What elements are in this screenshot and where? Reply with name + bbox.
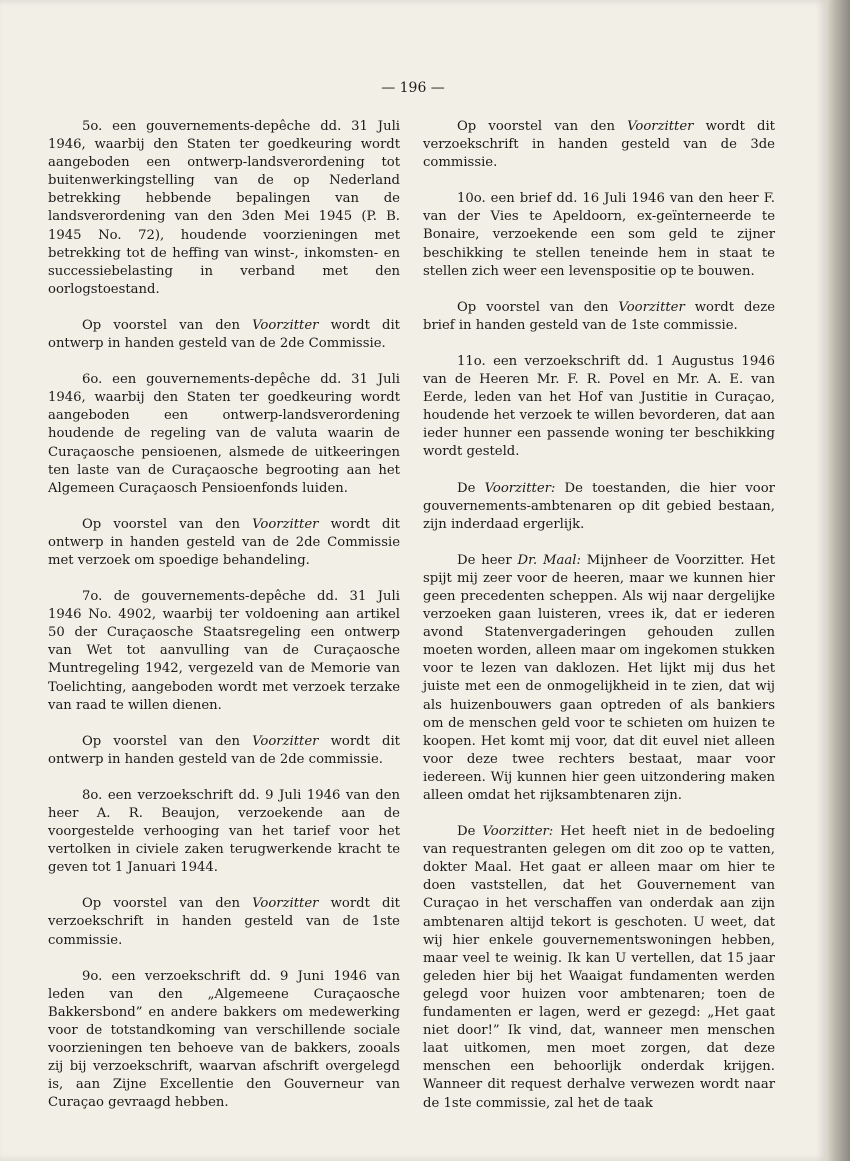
paragraph: De Voorzitter: De toestanden, die hier voor gouvernements-ambtenaren op dit gebied bestaan, zijn inderdaad ergerlijk. — [423, 480, 775, 532]
page-number: — 196 — — [381, 80, 445, 96]
paragraph: 6o. een gouvernements-depêche dd. 31 Juli 1946, waarbij den Staten ter goedkeuring wordt aangeboden een ontwerp-landsverordening houdende de regeling van de valuta waarin de Curaçaosche pensioenen, alsmede de uitkeeringen ten laste van de Curaçaosche begrooting aan het Algemeen Curaçaosch Pensioenfonds luiden. — [48, 372, 400, 496]
paragraph: Op voorstel van den Voorzitter wordt dit ontwerp in handen gesteld van de 2de Commissie. — [48, 317, 400, 352]
paragraph: 10o. een brief dd. 16 Juli 1946 van den heer F. van der Vies te Apeldoorn, ex-geïnterneerde te Bonaire, verzoekende een som geld te zijner beschikking te stellen teneinde hem in staat te stellen zich weer een levenspositie op te bouwen. — [423, 191, 775, 279]
paragraph: De heer Dr. Maal: Mijnheer de Voorzitter. Het spijt mij zeer voor de heeren, maar we kunnen hier geen precedenten scheppen. Als wij naar dergelijke verzoeken gaan luisteren, vrees ik, dat er iederen avond Statenvergaderingen gehouden zullen moeten worden, alleen maar om ingekomen stukken voor te lezen van daklozen. Het lijkt mij dus het juiste met een de onmogelijkheid in te zien, dat wij als huizenbouwers gaan optreden of als bankiers om de menschen geld voor te schieten om huizen te koopen. Het komt mij voor, dat dit euvel niet alleen voor deze twee rechters bestaat, maar voor iedereen. Wij kunnen hier geen uitzondering maken alleen omdat het rijksambtenaren zijn. — [423, 552, 776, 803]
paragraph: 8o. een verzoekschrift dd. 9 Juli 1946 van den heer A. R. Beaujon, verzoekende aan de voorgestelde verhooging van het tarief voor het vertolken in civiele zaken terugwerkende kracht te geven tot 1 Januari 1944. — [48, 787, 400, 876]
paragraph: Op voorstel van den Voorzitter wordt deze brief in handen gesteld van de 1ste commissie. — [423, 299, 775, 333]
paragraph: Op voorstel van den Voorzitter wordt dit verzoekschrift in handen gesteld van de 1ste commissie. — [48, 896, 400, 948]
page-edge-shadow — [826, 0, 850, 1161]
right-column — [423, 118, 775, 1131]
paragraph: 7o. de gouvernements-depêche dd. 31 Juli 1946 No. 4902, waarbij ter voldoening aan artikel 50 der Curaçaosche Staatsregeling een ontwerp van Wet tot aanvulling van de Curaçaosche Muntregeling 1942, vergezeld van de Memorie van Toelichting, aangeboden wordt met verzoek terzake van raad te willen dienen. — [48, 589, 400, 713]
paragraph: 5o. een gouvernements-depêche dd. 31 Juli 1946, waarbij den Staten ter goedkeuring wordt aangeboden een ontwerp-landsverordening tot buitenwerkingstelling van de op Nederland betrekking hebbende bepalingen van de landsverordening van den 3den Mei 1945 (P. B. 1945 No. 72), houdende voorzieningen met betrekking tot de heffing van winst-, inkomsten- en successiebelasting in verband met den oorlogstoestand. — [48, 119, 400, 297]
paragraph: De Voorzitter: Het heeft niet in de bedoeling van requestranten gelegen om dit zoo op te vatten, dokter Maal. Het gaat er alleen maar om hier te doen vaststellen, dat het Gouvernement van Curaçao in het verschaffen van onderdak aan zijn ambtenaren altijd tekort is geschoten. U weet, dat wij hier enkele gouvernementswoningen hebben, maar veel te weinig. Ik kan U vertellen, dat 15 jaar geleden hier bij het Waaigat fundamenten werden gelegd voor huizen voor ambtenaren; toen de fundamenten er lagen, werd er gezegd: „Het gaat niet door!” Ik vind, dat, wanneer men menschen laat uitkomen, men moet zorgen, dat deze menschen een behoorlijk onderdak krijgen. Wanneer dit request derhalve verwezen wordt naar de 1ste commissie, zal het de taak — [423, 824, 775, 1111]
paragraph: Op voorstel van den Voorzitter wordt dit verzoekschrift in handen gesteld van de 3de commissie. — [423, 119, 775, 171]
paragraph: Op voorstel van den Voorzitter wordt dit ontwerp in handen gesteld van de 2de Commissie met verzoek om spoedige behandeling. — [48, 516, 400, 568]
paragraph: Op voorstel van den Voorzitter wordt dit ontwerp in handen gesteld van de 2de commissie. — [48, 733, 400, 767]
left-column — [48, 118, 400, 1130]
paragraph: 9o. een verzoekschrift dd. 9 Juni 1946 van leden van den „Algemeene Curaçaosche Bakkersbond” en andere bakkers om medewerking voor de totstandkoming van verschillende sociale voorzieningen ten behoeve van de bakkers, zooals zij bij verzoekschrift, waarvan afschrift overgelegd is, aan Zijne Excellentie den Gouverneur van Curaçao gevraagd hebben. — [48, 968, 400, 1111]
paragraph: 11o. een verzoekschrift dd. 1 Augustus 1946 van de Heeren Mr. F. R. Povel en Mr. A. E. van Eerde, leden van het Hof van Justitie in Curaçao, houdende het verzoek te willen bevorderen, dat aan ieder hunner een passende woning ter beschikking wordt gesteld. — [423, 353, 775, 460]
